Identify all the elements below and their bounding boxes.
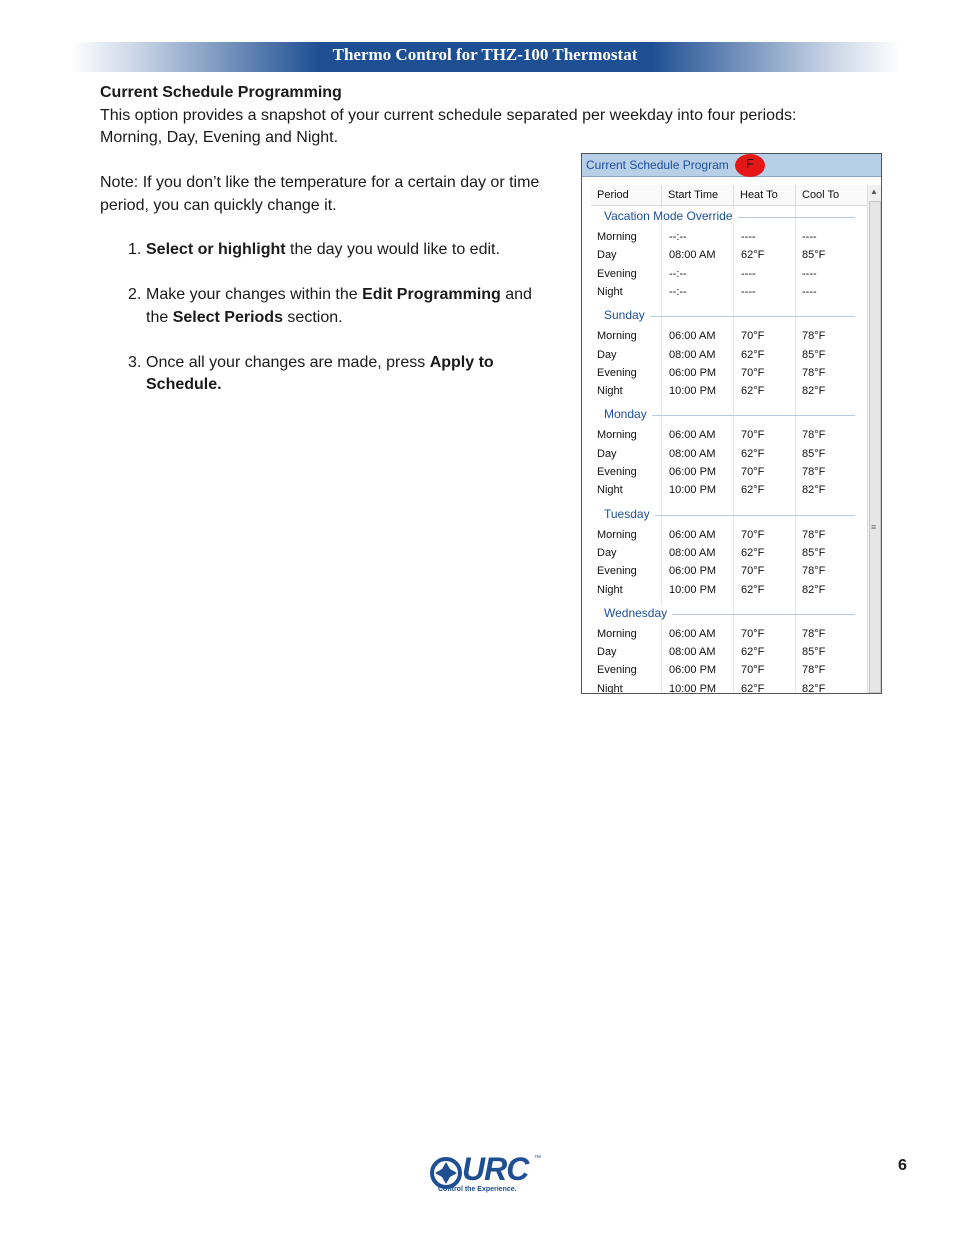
- schedule-row[interactable]: [582, 529, 867, 547]
- header-band: [70, 42, 900, 72]
- row-heat-to: ----: [741, 231, 756, 243]
- row-start-time: 08:00 AM: [669, 348, 716, 361]
- row-start-time: --:--: [669, 285, 687, 298]
- row-cool-to: 82°F: [802, 484, 826, 497]
- schedule-row[interactable]: [582, 268, 867, 286]
- schedule-row[interactable]: [582, 286, 867, 304]
- row-cool-to: 82°F: [802, 385, 826, 398]
- section-heading: Current Schedule Programming: [100, 84, 342, 101]
- row-cool-to: 85°F: [802, 546, 826, 559]
- row-period: Day: [597, 546, 617, 559]
- row-start-time: 08:00 AM: [669, 546, 716, 559]
- row-period: Evening: [597, 366, 637, 379]
- row-period: Night: [597, 484, 623, 497]
- row-cool-to: 85°F: [802, 447, 826, 460]
- row-cool-to: 78°F: [802, 565, 826, 578]
- row-start-time: 08:00 AM: [669, 646, 716, 659]
- step-number: 1.: [128, 241, 142, 258]
- step-bold: Select Periods: [172, 308, 283, 326]
- row-start-time: --:--: [669, 267, 687, 280]
- row-period: Evening: [597, 466, 637, 478]
- row-period: Morning: [597, 627, 637, 640]
- row-period: Day: [597, 249, 617, 262]
- column-header-period[interactable]: Period: [597, 189, 629, 201]
- current-schedule-panel: [581, 153, 882, 694]
- group-header[interactable]: Vacation Mode Override: [604, 209, 736, 223]
- schedule-row[interactable]: [582, 484, 867, 502]
- row-period: Day: [597, 348, 617, 361]
- schedule-row[interactable]: [582, 349, 867, 367]
- row-period: Evening: [597, 267, 637, 280]
- row-heat-to: 62°F: [741, 484, 765, 497]
- group-header[interactable]: Tuesday: [604, 507, 653, 521]
- panel-titlebar: [582, 154, 881, 177]
- group-divider: [655, 515, 855, 516]
- grip-icon: ≡: [871, 522, 877, 532]
- group-divider: [650, 316, 855, 317]
- row-cool-to: 78°F: [802, 429, 826, 442]
- column-divider: [795, 185, 796, 205]
- row-period: Morning: [597, 528, 637, 541]
- row-cool-to: 78°F: [802, 366, 826, 379]
- step-item: [128, 284, 558, 329]
- group-divider: [738, 217, 855, 218]
- row-period: Day: [597, 646, 617, 659]
- page-number: 6: [898, 1157, 907, 1174]
- row-start-time: 06:00 AM: [669, 627, 716, 640]
- footer-logo: [430, 1153, 545, 1198]
- step-text: Once all your changes are made, press: [146, 353, 430, 371]
- row-start-time: 06:00 AM: [669, 330, 716, 343]
- row-start-time: 06:00 PM: [669, 466, 717, 478]
- logo-wordmark: URC: [462, 1151, 529, 1187]
- schedule-row[interactable]: [582, 547, 867, 565]
- row-heat-to: 62°F: [741, 682, 765, 694]
- row-heat-to: 70°F: [741, 565, 765, 578]
- row-cool-to: 78°F: [802, 528, 826, 541]
- row-cool-to: 78°F: [802, 330, 826, 343]
- vertical-scrollbar[interactable]: [867, 185, 881, 693]
- row-heat-to: 62°F: [741, 249, 765, 262]
- step-number: 3.: [128, 353, 142, 371]
- row-start-time: 06:00 PM: [669, 366, 717, 379]
- scroll-thumb[interactable]: [869, 201, 881, 693]
- row-heat-to: 70°F: [741, 627, 765, 640]
- step-bold: Edit Programming: [362, 286, 501, 303]
- section-intro: This option provides a snapshot of your current schedule separated per weekday into four periods: Morning, Day, Evening and Night.: [100, 106, 797, 146]
- step-number: 2.: [128, 286, 142, 303]
- row-start-time: 06:00 AM: [669, 429, 716, 442]
- row-start-time: 08:00 AM: [669, 249, 716, 262]
- step-text: the day you would like to edit.: [285, 241, 500, 258]
- row-heat-to: ----: [741, 285, 756, 298]
- row-cool-to: ----: [802, 285, 817, 298]
- logo-tagline: Control the Experience.: [438, 1186, 517, 1193]
- row-heat-to: 70°F: [741, 466, 765, 478]
- row-cool-to: 82°F: [802, 583, 826, 596]
- row-start-time: --:--: [669, 231, 687, 243]
- step-item: [128, 352, 558, 397]
- row-cool-to: ----: [802, 231, 817, 243]
- section-note: Note: If you don’t like the temperature for a certain day or time period, you can quickly change it.: [100, 174, 540, 214]
- group-divider: [652, 415, 855, 416]
- callout-marker: F: [735, 154, 765, 177]
- schedule-row[interactable]: [582, 385, 867, 403]
- row-start-time: 10:00 PM: [669, 484, 717, 497]
- page-header-title: Thermo Control for THZ-100 Thermostat: [332, 45, 638, 64]
- row-period: Night: [597, 285, 623, 298]
- row-cool-to: 78°F: [802, 664, 826, 677]
- column-divider: [661, 185, 662, 205]
- step-text: and the: [146, 286, 532, 326]
- schedule-row[interactable]: [582, 664, 867, 682]
- column-header-heat-to[interactable]: Heat To: [740, 189, 778, 201]
- row-heat-to: ----: [741, 267, 756, 280]
- column-header-start-time[interactable]: Start Time: [668, 189, 719, 201]
- step-item: [128, 239, 558, 262]
- panel-title: Current Schedule Program: [586, 158, 729, 172]
- row-period: Evening: [597, 664, 637, 677]
- row-heat-to: 62°F: [741, 447, 765, 460]
- row-heat-to: 70°F: [741, 330, 765, 343]
- schedule-row[interactable]: [582, 466, 867, 484]
- row-start-time: 06:00 AM: [669, 528, 716, 541]
- row-heat-to: 70°F: [741, 664, 765, 677]
- section-text: [100, 82, 860, 150]
- row-heat-to: 62°F: [741, 385, 765, 398]
- row-heat-to: 70°F: [741, 366, 765, 379]
- schedule-row[interactable]: [582, 367, 867, 385]
- row-cool-to: 85°F: [802, 646, 826, 659]
- column-header-cool-to[interactable]: Cool To: [802, 189, 840, 201]
- row-heat-to: 62°F: [741, 348, 765, 361]
- row-cool-to: 85°F: [802, 348, 826, 361]
- row-cool-to: 85°F: [802, 249, 826, 262]
- schedule-column-header: [591, 185, 867, 206]
- row-period: Night: [597, 385, 623, 398]
- step-text: section.: [282, 308, 343, 326]
- row-cool-to: 78°F: [802, 466, 826, 478]
- column-divider: [733, 185, 734, 205]
- schedule-row[interactable]: [582, 584, 867, 602]
- row-period: Morning: [597, 330, 637, 343]
- row-cool-to: ----: [802, 267, 817, 280]
- urc-emblem-icon: [430, 1157, 462, 1189]
- row-start-time: 10:00 PM: [669, 385, 717, 398]
- row-heat-to: 70°F: [741, 429, 765, 442]
- row-period: Evening: [597, 565, 637, 578]
- steps-list: [128, 239, 558, 419]
- row-period: Morning: [597, 429, 637, 442]
- schedule-row[interactable]: [582, 448, 867, 466]
- group-header[interactable]: Monday: [604, 407, 650, 421]
- schedule-row[interactable]: [582, 565, 867, 583]
- step-bold: Select or highlight: [146, 241, 286, 258]
- schedule-row[interactable]: [582, 683, 867, 694]
- row-heat-to: 62°F: [741, 646, 765, 659]
- row-period: Day: [597, 447, 617, 460]
- row-period: Morning: [597, 231, 637, 243]
- row-cool-to: 82°F: [802, 682, 826, 694]
- row-start-time: 08:00 AM: [669, 447, 716, 460]
- row-start-time: 10:00 PM: [669, 682, 717, 694]
- row-period: Night: [597, 682, 623, 694]
- row-heat-to: 62°F: [741, 583, 765, 596]
- scroll-up-arrow-icon[interactable]: ▲: [870, 187, 878, 196]
- schedule-row[interactable]: [582, 231, 867, 249]
- row-start-time: 06:00 PM: [669, 565, 717, 578]
- group-divider: [672, 614, 855, 615]
- row-heat-to: 70°F: [741, 528, 765, 541]
- schedule-row[interactable]: [582, 429, 867, 447]
- schedule-row[interactable]: [582, 330, 867, 348]
- schedule-row[interactable]: [582, 249, 867, 267]
- logo-trademark: ™: [534, 1155, 541, 1162]
- schedule-row[interactable]: [582, 646, 867, 664]
- group-header[interactable]: Wednesday: [604, 606, 670, 620]
- step-bold: Apply to Schedule.: [146, 353, 494, 393]
- row-start-time: 10:00 PM: [669, 583, 717, 596]
- row-start-time: 06:00 PM: [669, 664, 717, 677]
- row-heat-to: 62°F: [741, 546, 765, 559]
- row-period: Night: [597, 583, 623, 596]
- step-text: Make your changes within the: [146, 286, 363, 303]
- group-header[interactable]: Sunday: [604, 308, 648, 322]
- row-cool-to: 78°F: [802, 627, 826, 640]
- schedule-row[interactable]: [582, 628, 867, 646]
